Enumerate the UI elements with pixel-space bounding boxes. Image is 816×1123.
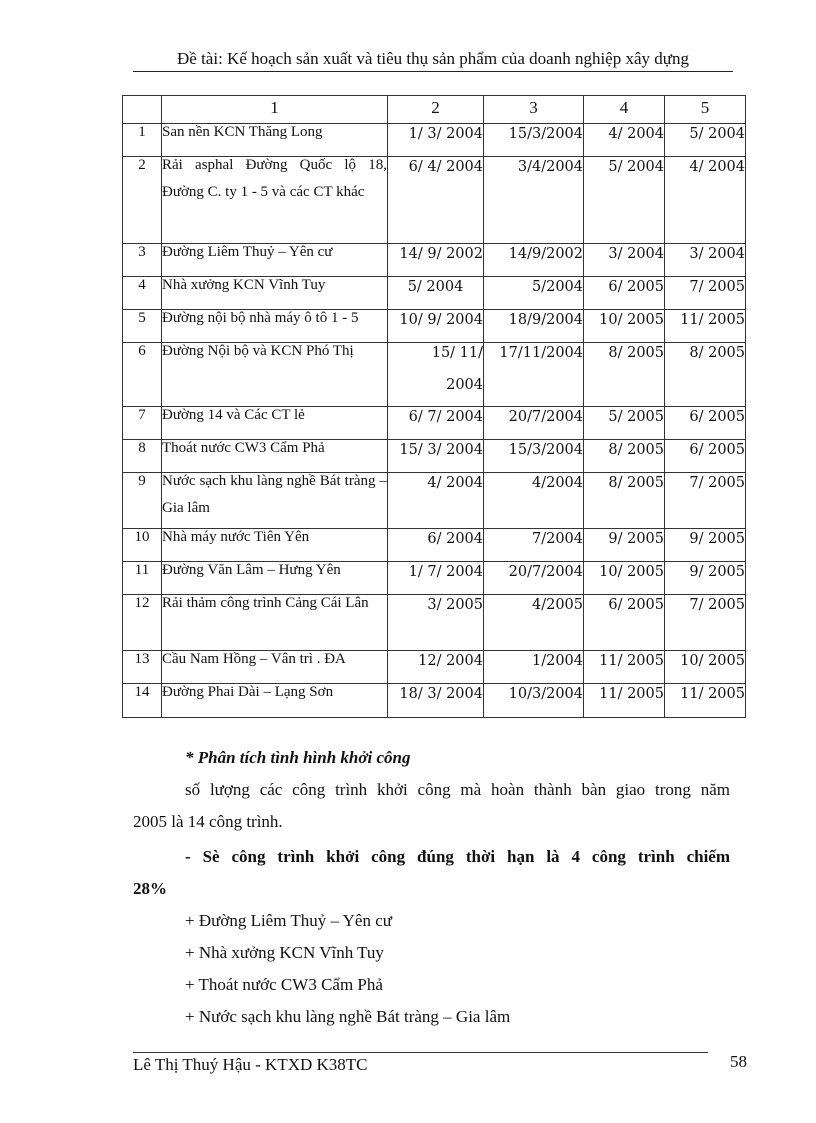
- date-col3: 4/2004: [484, 473, 584, 529]
- analysis-bold-line1: - Sè công trình khởi công đúng thời hạn là 4 công trình chiếm: [185, 847, 730, 866]
- date-col4: 11/ 2005: [584, 684, 665, 718]
- project-name: Nước sạch khu làng nghề Bát tràng – Gia lâm: [162, 473, 388, 529]
- date-col3: 20/7/2004: [484, 407, 584, 440]
- date-col4: 6/ 2005: [584, 277, 665, 310]
- date-col5: 10/ 2005: [665, 651, 746, 684]
- date-col3: 20/7/2004: [484, 562, 584, 595]
- footer-author: Lê Thị Thuý Hậu - KTXD K38TC: [133, 1055, 368, 1074]
- date-col5: 3/ 2004: [665, 244, 746, 277]
- column-header: 5: [665, 96, 746, 124]
- project-name: Đường nội bộ nhà máy ô tô 1 - 5: [162, 310, 388, 343]
- date-col3: 14/9/2002: [484, 244, 584, 277]
- date-col4: 10/ 2005: [584, 562, 665, 595]
- date-col2: 6/ 7/ 2004: [388, 407, 484, 440]
- project-name: San nền KCN Thăng Long: [162, 124, 388, 157]
- date-col5: 7/ 2005: [665, 473, 746, 529]
- date-col5: 8/ 2005: [665, 343, 746, 407]
- date-col3: 10/3/2004: [484, 684, 584, 718]
- analysis-paragraph-line1: số lượng các công trình khởi công mà hoàn thành bàn giao trong năm: [185, 780, 730, 799]
- date-col3: 3/4/2004: [484, 157, 584, 244]
- column-header: 3: [484, 96, 584, 124]
- table-row: [123, 343, 746, 407]
- date-col2: 15/ 11/ 2004: [388, 343, 484, 407]
- date-col3: 1/2004: [484, 651, 584, 684]
- date-col3: 17/11/2004: [484, 343, 584, 407]
- row-number: 11: [123, 562, 162, 595]
- project-name: Đường Liêm Thuỷ – Yên cư: [162, 244, 388, 277]
- date-col5: 9/ 2005: [665, 529, 746, 562]
- date-col4: 6/ 2005: [584, 595, 665, 651]
- list-item: + Thoát nước CW3 Cẩm Phả: [185, 975, 383, 994]
- date-col3: 5/2004: [484, 277, 584, 310]
- date-col2: 4/ 2004: [388, 473, 484, 529]
- date-col4: 8/ 2005: [584, 343, 665, 407]
- date-col4: 3/ 2004: [584, 244, 665, 277]
- date-col4: 4/ 2004: [584, 124, 665, 157]
- list-item: + Nhà xưởng KCN Vĩnh Tuy: [185, 943, 384, 962]
- project-name: Đường 14 và Các CT lẻ: [162, 407, 388, 440]
- project-name: Rải thảm công trình Cảng Cái Lân: [162, 595, 388, 651]
- project-name: Đường Phai Dài – Lạng Sơn: [162, 684, 388, 718]
- date-col4: 9/ 2005: [584, 529, 665, 562]
- date-col5: 7/ 2005: [665, 277, 746, 310]
- date-col2: 6/ 2004: [388, 529, 484, 562]
- date-col4: 11/ 2005: [584, 651, 665, 684]
- column-header: 2: [388, 96, 484, 124]
- row-number: 7: [123, 407, 162, 440]
- date-col3: 4/2005: [484, 595, 584, 651]
- project-name: Cầu Nam Hồng – Vân trì . ĐA: [162, 651, 388, 684]
- analysis-paragraph-line2: 2005 là 14 công trình.: [133, 812, 283, 831]
- project-name: Đường Nội bộ và KCN Phó Thị: [162, 343, 388, 407]
- date-col2: 12/ 2004: [388, 651, 484, 684]
- date-col4: 10/ 2005: [584, 310, 665, 343]
- date-col2: 5/ 2004: [388, 277, 484, 310]
- construction-schedule-table: [122, 95, 746, 718]
- page-number: 58: [730, 1052, 747, 1071]
- row-number: 13: [123, 651, 162, 684]
- row-number: 12: [123, 595, 162, 651]
- date-col4: 5/ 2005: [584, 407, 665, 440]
- row-number: 4: [123, 277, 162, 310]
- date-col5: 5/ 2004: [665, 124, 746, 157]
- date-col3: 18/9/2004: [484, 310, 584, 343]
- analysis-bold-line2: 28%: [133, 879, 167, 898]
- row-number: 2: [123, 157, 162, 244]
- column-header: [123, 96, 162, 124]
- row-number: 6: [123, 343, 162, 407]
- footer-divider: [133, 1052, 708, 1053]
- row-number: 5: [123, 310, 162, 343]
- date-col5: 6/ 2005: [665, 407, 746, 440]
- date-col4: 8/ 2005: [584, 440, 665, 473]
- row-number: 3: [123, 244, 162, 277]
- date-col3: 7/2004: [484, 529, 584, 562]
- row-number: 10: [123, 529, 162, 562]
- date-col5: 4/ 2004: [665, 157, 746, 244]
- project-name: Thoát nước CW3 Cẩm Phả: [162, 440, 388, 473]
- date-col2: 1/ 3/ 2004: [388, 124, 484, 157]
- analysis-heading: * Phân tích tình hình khởi công: [185, 748, 411, 767]
- row-number: 1: [123, 124, 162, 157]
- column-header: 4: [584, 96, 665, 124]
- project-name: Đường Văn Lâm – Hưng Yên: [162, 562, 388, 595]
- date-col5: 7/ 2005: [665, 595, 746, 651]
- date-col4: 5/ 2004: [584, 157, 665, 244]
- row-number: 9: [123, 473, 162, 529]
- table-row: [123, 684, 746, 718]
- date-col5: 11/ 2005: [665, 684, 746, 718]
- date-col4: 8/ 2005: [584, 473, 665, 529]
- date-col5: 11/ 2005: [665, 310, 746, 343]
- analysis-section: [133, 742, 730, 1033]
- table-row: [123, 595, 746, 651]
- project-name: Rải asphal Đường Quốc lộ 18, Đường C. ty 1 - 5 và các CT khác: [162, 157, 388, 244]
- page-header-title: Đề tài: Kế hoạch sản xuất và tiêu thụ sản phẩm của doanh nghiệp xây dựng: [133, 48, 733, 72]
- date-col2: 6/ 4/ 2004: [388, 157, 484, 244]
- date-col3: 15/3/2004: [484, 124, 584, 157]
- date-col3: 15/3/2004: [484, 440, 584, 473]
- date-col5: 9/ 2005: [665, 562, 746, 595]
- list-item: + Đường Liêm Thuỷ – Yên cư: [185, 911, 392, 930]
- project-name: Nhà xưởng KCN Vĩnh Tuy: [162, 277, 388, 310]
- date-col2: 15/ 3/ 2004: [388, 440, 484, 473]
- date-col2: 3/ 2005: [388, 595, 484, 651]
- date-col2: 18/ 3/ 2004: [388, 684, 484, 718]
- row-number: 8: [123, 440, 162, 473]
- table-row: [123, 473, 746, 529]
- table-row: [123, 157, 746, 244]
- column-header: 1: [162, 96, 388, 124]
- project-name: Nhà máy nước Tiên Yên: [162, 529, 388, 562]
- date-col2: 14/ 9/ 2002: [388, 244, 484, 277]
- row-number: 14: [123, 684, 162, 718]
- date-col2: 1/ 7/ 2004: [388, 562, 484, 595]
- date-col5: 6/ 2005: [665, 440, 746, 473]
- date-col2: 10/ 9/ 2004: [388, 310, 484, 343]
- list-item: + Nước sạch khu làng nghề Bát tràng – Gia lâm: [185, 1007, 511, 1026]
